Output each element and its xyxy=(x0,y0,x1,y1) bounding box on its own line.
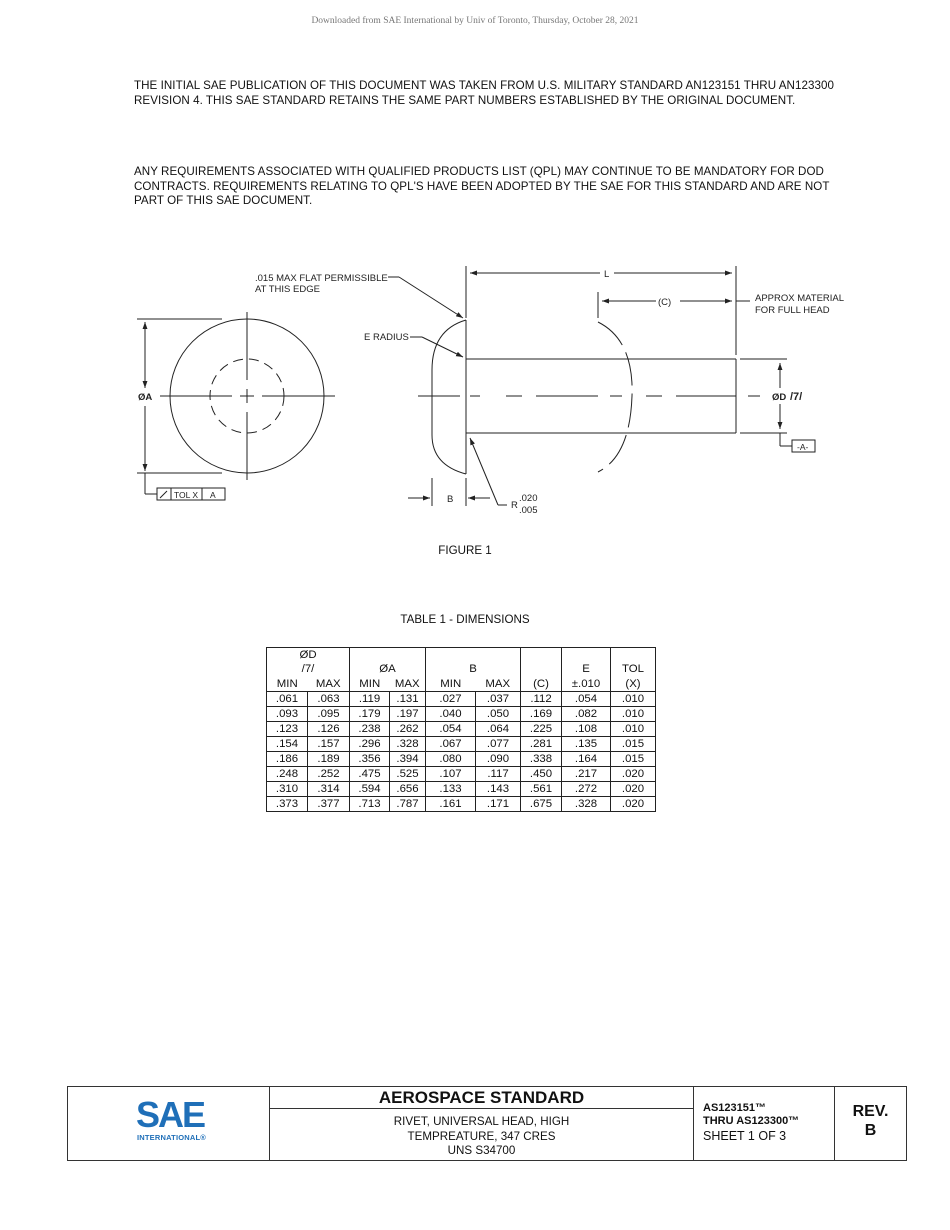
table-cell: .197 xyxy=(390,706,426,721)
approx-material-line-2: FOR FULL HEAD xyxy=(755,305,830,316)
table-cell: .090 xyxy=(476,751,521,766)
document-type-title: AEROSPACE STANDARD xyxy=(378,1088,585,1107)
table-cell: .107 xyxy=(426,766,476,781)
table-caption: TABLE 1 - DIMENSIONS xyxy=(400,613,530,626)
header-b-min: MIN xyxy=(426,677,476,692)
side-view xyxy=(388,266,815,506)
fcf-datum-label: A xyxy=(210,490,216,500)
table-cell: .067 xyxy=(426,736,476,751)
dimensions-table xyxy=(266,647,656,812)
c-dimension-label: (C) xyxy=(658,297,672,308)
header-a: ØA xyxy=(350,648,426,677)
table-cell: .133 xyxy=(426,781,476,796)
header-tol: TOL xyxy=(611,648,656,677)
table-cell: .356 xyxy=(350,751,390,766)
table-cell: .040 xyxy=(426,706,476,721)
header-c-top xyxy=(521,648,562,677)
table-cell: .281 xyxy=(521,736,562,751)
rivet-drawing xyxy=(0,0,950,540)
table-cell: .015 xyxy=(611,751,656,766)
table-cell: .171 xyxy=(476,796,521,811)
dia-a-label: ØA xyxy=(138,392,153,403)
header-a-min: MIN xyxy=(350,677,390,692)
qpl-paragraph: ANY REQUIREMENTS ASSOCIATED WITH QUALIFIED PRODUCTS LIST (QPL) MAY CONTINUE TO BE MANDATORY FOR DOD CONTRACTS. REQUIREMENTS RELATING TO QPL'S HAVE BEEN ADOPTED BY THE SAE FOR THIS STANDARD AND ARE NOT PART OF THIS SAE DOCUMENT. xyxy=(134,165,830,208)
table-cell: .135 xyxy=(562,736,611,751)
table-cell: .561 xyxy=(521,781,562,796)
table-cell: .238 xyxy=(350,721,390,736)
table-cell: .080 xyxy=(426,751,476,766)
table-cell: .338 xyxy=(521,751,562,766)
d-note-label: /7/ xyxy=(790,391,803,403)
header-a-max: MAX xyxy=(390,677,426,692)
table-cell: .010 xyxy=(611,691,656,706)
table-row xyxy=(267,796,656,811)
table-cell: .131 xyxy=(390,691,426,706)
table-cell: .119 xyxy=(350,691,390,706)
header-d-min: MIN xyxy=(267,677,308,692)
sae-logo-subtitle: INTERNATIONAL® xyxy=(137,1133,207,1142)
table-cell: .189 xyxy=(308,751,350,766)
table-cell: .010 xyxy=(611,721,656,736)
table-cell: .123 xyxy=(267,721,308,736)
table-cell: .594 xyxy=(350,781,390,796)
table-cell: .157 xyxy=(308,736,350,751)
table-cell: .037 xyxy=(476,691,521,706)
table-cell: .020 xyxy=(611,766,656,781)
header-tol-x: (X) xyxy=(611,677,656,692)
approx-material-line-1: APPROX MATERIAL xyxy=(755,293,845,304)
table-row xyxy=(267,706,656,721)
table-cell: .095 xyxy=(308,706,350,721)
table-cell: .143 xyxy=(476,781,521,796)
table-cell: .020 xyxy=(611,796,656,811)
table-cell: .050 xyxy=(476,706,521,721)
table-cell: .217 xyxy=(562,766,611,781)
table-row xyxy=(267,691,656,706)
table-cell: .272 xyxy=(562,781,611,796)
table-cell: .010 xyxy=(611,706,656,721)
table-cell: .112 xyxy=(521,691,562,706)
header-b: B xyxy=(426,648,521,677)
table-cell: .394 xyxy=(390,751,426,766)
header-d-max: MAX xyxy=(308,677,350,692)
header-e-tol: ±.010 xyxy=(562,677,611,692)
b-dimension-label: B xyxy=(447,494,454,505)
table-cell: .164 xyxy=(562,751,611,766)
table-cell: .186 xyxy=(267,751,308,766)
table-cell: .054 xyxy=(426,721,476,736)
end-view xyxy=(137,312,335,500)
table-row xyxy=(267,781,656,796)
table-cell: .328 xyxy=(562,796,611,811)
table-cell: .310 xyxy=(267,781,308,796)
table-row xyxy=(267,721,656,736)
table-cell: .027 xyxy=(426,691,476,706)
table-cell: .126 xyxy=(308,721,350,736)
datum-a-label: -A- xyxy=(797,442,809,452)
table-cell: .475 xyxy=(350,766,390,781)
revision: REV. B xyxy=(852,1103,889,1139)
e-radius-label: E RADIUS xyxy=(364,332,409,343)
table-cell: .015 xyxy=(611,736,656,751)
header-c: (C) xyxy=(521,677,562,692)
table-cell: .077 xyxy=(476,736,521,751)
r-lower-label: .005 xyxy=(519,505,538,516)
header-d: ØD /7/ xyxy=(267,648,350,677)
table-cell: .161 xyxy=(426,796,476,811)
table-row xyxy=(267,766,656,781)
table-cell: .328 xyxy=(390,736,426,751)
table-cell: .108 xyxy=(562,721,611,736)
table-cell: .656 xyxy=(390,781,426,796)
table-cell: .713 xyxy=(350,796,390,811)
table-cell: .063 xyxy=(308,691,350,706)
table-row xyxy=(267,736,656,751)
document-number: AS123151™ THRU AS123300™ xyxy=(703,1102,800,1127)
figure-caption: FIGURE 1 xyxy=(438,544,492,557)
table-cell: .262 xyxy=(390,721,426,736)
table-cell: .314 xyxy=(308,781,350,796)
table-cell: .117 xyxy=(476,766,521,781)
table-cell: .248 xyxy=(267,766,308,781)
r-upper-label: .020 xyxy=(519,493,538,504)
table-cell: .179 xyxy=(350,706,390,721)
r-prefix-label: R xyxy=(511,500,518,511)
table-cell: .064 xyxy=(476,721,521,736)
table-cell: .296 xyxy=(350,736,390,751)
fcf-tol-label: TOL X xyxy=(174,490,199,500)
sheet-number: SHEET 1 OF 3 xyxy=(703,1129,787,1143)
table-cell: .525 xyxy=(390,766,426,781)
table-cell: .054 xyxy=(562,691,611,706)
header-b-max: MAX xyxy=(476,677,521,692)
download-watermark: Downloaded from SAE International by Univ of Toronto, Thursday, October 28, 2021 xyxy=(311,16,639,26)
table-cell: .252 xyxy=(308,766,350,781)
table-cell: .225 xyxy=(521,721,562,736)
flat-note-line-2: AT THIS EDGE xyxy=(255,284,320,295)
table-cell: .082 xyxy=(562,706,611,721)
header-e: E xyxy=(562,648,611,677)
flat-note-line-1: .015 MAX FLAT PERMISSIBLE xyxy=(255,273,388,284)
table-cell: .020 xyxy=(611,781,656,796)
table-cell: .450 xyxy=(521,766,562,781)
table-cell: .093 xyxy=(267,706,308,721)
table-cell: .373 xyxy=(267,796,308,811)
table-cell: .377 xyxy=(308,796,350,811)
table-cell: .787 xyxy=(390,796,426,811)
table-cell: .061 xyxy=(267,691,308,706)
table-cell: .675 xyxy=(521,796,562,811)
dia-d-label: ØD xyxy=(772,392,787,403)
intro-paragraph: THE INITIAL SAE PUBLICATION OF THIS DOCUMENT WAS TAKEN FROM U.S. MILITARY STANDARD AN123151 THRU AN123300 REVISION 4. THIS SAE STANDARD RETAINS THE SAME PART NUMBERS ESTABLISHED BY THE ORIGINAL DOCUMENT. xyxy=(134,79,834,107)
table-cell: .154 xyxy=(267,736,308,751)
document-description: RIVET, UNIVERSAL HEAD, HIGH TEMPREATURE, 347 CRES UNS S34700 xyxy=(393,1115,570,1157)
length-label: L xyxy=(604,269,610,280)
table-row xyxy=(267,751,656,766)
table-cell: .169 xyxy=(521,706,562,721)
sae-logo: SAE xyxy=(136,1094,205,1135)
